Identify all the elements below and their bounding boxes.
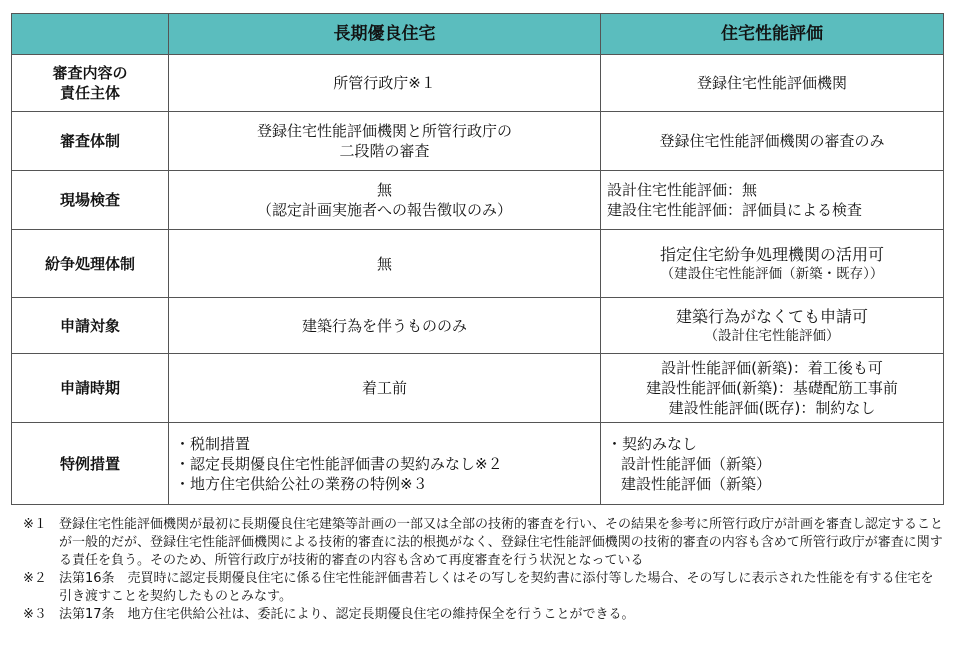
row-label-line: 責任主体: [59, 84, 120, 102]
footnote-mark: ※３: [23, 607, 47, 622]
cell-performance: [601, 112, 944, 171]
cell-line: （認定計画実施者への報告徴収のみ）: [256, 201, 512, 219]
table-row: [12, 230, 944, 298]
row-label-line: 申請対象: [59, 316, 120, 335]
table-row: [12, 423, 944, 505]
cell-line: （設計住宅性能評価）: [704, 328, 840, 344]
row-label-line: 現場検査: [59, 191, 120, 209]
header-performance-evaluation: 住宅性能評価: [601, 14, 944, 55]
cell-line: 建設性能評価（新築）: [621, 474, 772, 493]
row-label-line: 申請時期: [59, 379, 120, 397]
row-label: [12, 55, 169, 112]
row-label-line: 特例措置: [59, 454, 120, 473]
cell-performance: [601, 354, 944, 423]
cell-line: 登録住宅性能評価機関の審査のみ: [659, 132, 885, 150]
cell-long-term: [169, 55, 601, 112]
comparison-table: [11, 13, 944, 505]
cell-performance: [601, 298, 944, 354]
table-row: [12, 354, 944, 423]
cell-line: 設計住宅性能評価：無: [607, 181, 758, 199]
cell-long-term: [169, 230, 601, 298]
cell-line: 登録住宅性能評価機関: [696, 74, 847, 92]
cell-line: 所管行政庁※１: [333, 74, 436, 92]
footnote-3: [23, 606, 943, 624]
cell-performance: [601, 171, 944, 230]
row-label: [12, 112, 169, 171]
row-label-line: 紛争処理体制: [44, 254, 135, 273]
cell-line: 指定住宅紛争処理機関の活用可: [659, 245, 884, 264]
footnote-1: [23, 516, 943, 570]
row-label: [12, 171, 169, 230]
footnote-mark: ※２: [23, 571, 47, 586]
footnote-2: [23, 570, 943, 606]
cell-line: 建設住宅性能評価：評価員による検査: [607, 201, 863, 219]
cell-line: 着工前: [361, 379, 407, 397]
cell-line: 無: [376, 181, 392, 199]
cell-line: 登録住宅性能評価機関と所管行政庁の: [256, 122, 512, 140]
table-row: [12, 171, 944, 230]
cell-line: 二段階の審査: [339, 142, 430, 160]
footnotes: [23, 516, 943, 624]
cell-long-term: [169, 112, 601, 171]
row-label-line: 審査内容の: [52, 64, 128, 82]
cell-line: 建築行為を伴うもののみ: [301, 316, 467, 335]
row-label: [12, 230, 169, 298]
cell-line: 建築行為がなくても申請可: [675, 307, 868, 326]
cell-performance: [601, 423, 944, 505]
cell-long-term: [169, 354, 601, 423]
cell-line: ・地方住宅供給公社の業務の特例※３: [175, 474, 428, 493]
table-row: [12, 55, 944, 112]
cell-line: （建設住宅性能評価（新築・既存））: [660, 266, 884, 282]
cell-line: ・契約みなし: [607, 434, 698, 453]
header-corner: [12, 14, 169, 55]
header-long-term-housing: 長期優良住宅: [169, 14, 601, 55]
cell-line: 設計性能評価(新築)：着工後も可: [661, 359, 883, 377]
cell-long-term: [169, 171, 601, 230]
table-row: [12, 112, 944, 171]
table-row: [12, 298, 944, 354]
cell-line: ・税制措置: [175, 434, 251, 453]
cell-line: ・認定長期優良住宅性能評価書の契約みなし※２: [175, 454, 503, 473]
row-label-line: 審査体制: [59, 132, 120, 150]
row-label: [12, 354, 169, 423]
cell-long-term: [169, 298, 601, 354]
cell-performance: [601, 55, 944, 112]
footnote-mark: ※１: [23, 517, 47, 532]
footnote-text: 登録住宅性能評価機関が最初に長期優良住宅建築等計画の一部又は全部の技術的審査を行い、その結果を参考に所管行政庁が計画を審査し認定することが一般的だが、登録住宅性能評価機関による技術的審査に法的根拠がなく、登録住宅性能評価機関の技術的審査の内容も含めて所管行政庁が審査に関する責任を負う。そのため、所管行政庁が技術的審査の内容も含めて再度審査を行う状況となっている: [59, 517, 944, 568]
cell-line: 設計性能評価（新築）: [621, 454, 772, 473]
cell-performance: [601, 230, 944, 298]
cell-long-term: [169, 423, 601, 505]
footnote-text: 法第17条 地方住宅供給公社は、委託により、認定長期優良住宅の維持保全を行うことができる。: [59, 607, 635, 622]
cell-line: 建設性能評価(新築)：基礎配筋工事前: [646, 379, 898, 397]
row-label: [12, 423, 169, 505]
row-label: [12, 298, 169, 354]
cell-line: 無: [376, 254, 392, 273]
header-row: [12, 14, 944, 55]
footnote-text: 法第16条 売買時に認定長期優良住宅に係る住宅性能評価書若しくはその写しを契約書に添付等した場合、その写しに表示された性能を有する住宅を引き渡すことを契約したものとみなす。: [59, 571, 934, 604]
cell-line: 建設性能評価(既存)：制約なし: [668, 399, 876, 417]
